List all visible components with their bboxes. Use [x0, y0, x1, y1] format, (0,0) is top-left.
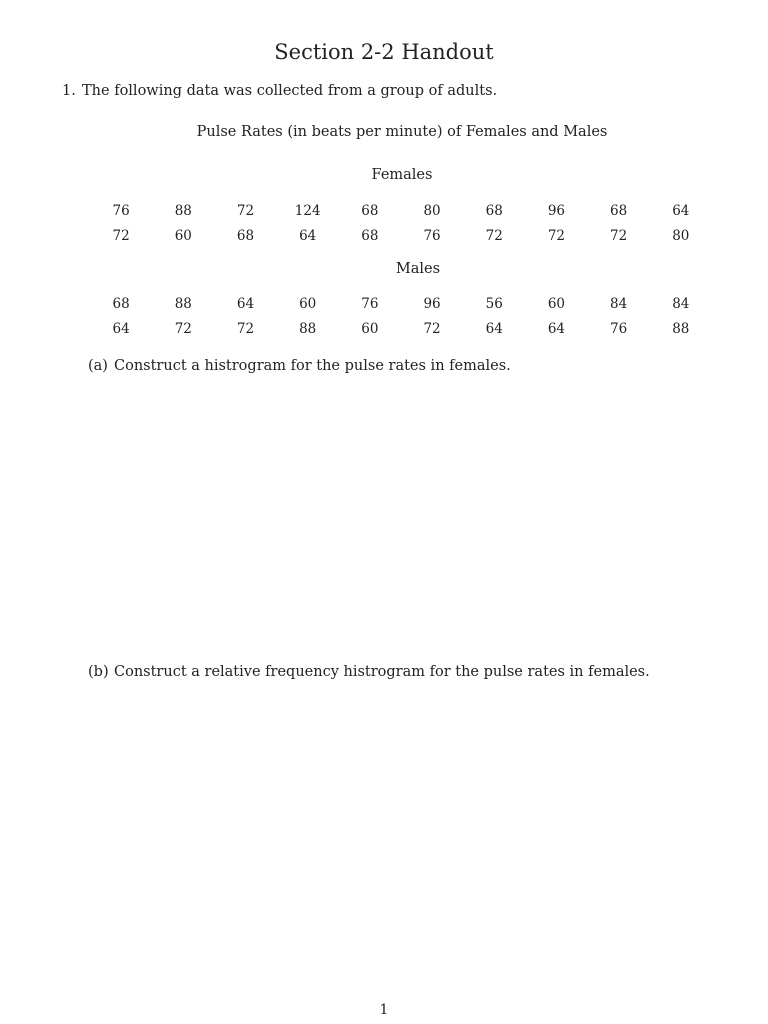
question-text: The following data was collected from a group of adults. — [82, 83, 498, 99]
females-label: Females — [371, 167, 433, 183]
table-title: Pulse Rates (in beats per minute) of Females and Males — [196, 124, 608, 140]
data-cell: 72 — [174, 321, 192, 337]
data-cell: 72 — [547, 228, 565, 244]
data-cell: 72 — [610, 228, 628, 244]
part-b-label: (b) — [88, 664, 109, 680]
data-cell: 88 — [174, 203, 192, 219]
data-cell: 80 — [672, 228, 690, 244]
data-cell: 76 — [112, 203, 130, 219]
males-row — [90, 321, 712, 337]
females-row — [90, 228, 712, 244]
part-a-text: Construct a histrogram for the pulse rates in females. — [114, 358, 511, 374]
males-label: Males — [395, 261, 441, 277]
data-cell: 88 — [672, 321, 690, 337]
data-cell: 76 — [423, 228, 441, 244]
data-cell: 72 — [485, 228, 503, 244]
females-row — [90, 203, 712, 219]
data-cell: 72 — [236, 203, 255, 219]
data-cell: 96 — [547, 203, 565, 219]
data-cell: 60 — [547, 296, 565, 312]
data-cell: 64 — [112, 321, 130, 337]
data-cell: 124 — [294, 203, 321, 219]
data-cell: 64 — [547, 321, 565, 337]
page-number: 1 — [379, 1002, 389, 1018]
data-cell: 68 — [236, 228, 255, 244]
data-cell: 60 — [299, 296, 317, 312]
males-row — [90, 296, 712, 312]
data-cell: 68 — [361, 228, 379, 244]
data-cell: 76 — [610, 321, 628, 337]
data-cell: 72 — [423, 321, 441, 337]
data-cell: 88 — [299, 321, 317, 337]
data-cell: 72 — [112, 228, 130, 244]
data-cell: 64 — [236, 296, 255, 312]
data-cell: 56 — [485, 296, 503, 312]
question-number: 1. — [62, 83, 76, 99]
data-cell: 88 — [174, 296, 192, 312]
data-cell: 68 — [610, 203, 628, 219]
data-cell: 68 — [361, 203, 379, 219]
data-cell: 84 — [610, 296, 628, 312]
data-cell: 84 — [672, 296, 690, 312]
data-cell: 68 — [112, 296, 130, 312]
page-title: Section 2-2 Handout — [274, 40, 494, 64]
data-cell: 60 — [361, 321, 379, 337]
data-cell: 64 — [485, 321, 503, 337]
data-cell: 64 — [672, 203, 690, 219]
data-cell: 80 — [423, 203, 441, 219]
data-cell: 60 — [174, 228, 192, 244]
data-cell: 64 — [299, 228, 317, 244]
part-a-label: (a) — [88, 358, 108, 374]
data-cell: 68 — [485, 203, 503, 219]
part-b-text: Construct a relative frequency histrogram for the pulse rates in females. — [114, 664, 650, 680]
data-cell: 72 — [236, 321, 255, 337]
data-cell: 76 — [361, 296, 379, 312]
data-cell: 96 — [423, 296, 441, 312]
